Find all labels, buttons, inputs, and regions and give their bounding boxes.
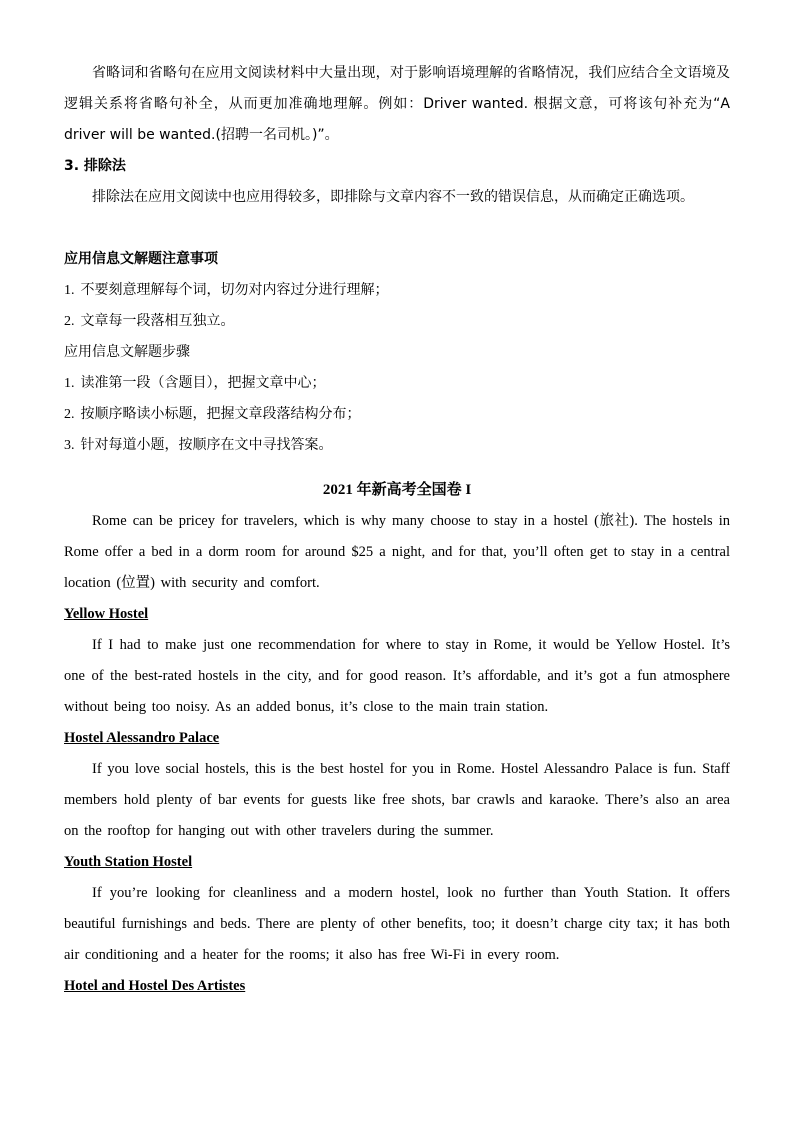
steps-item: 2. 按顺序略读小标题，把握文章段落结构分布； [64,406,361,422]
section-heading-yellow-hostel: Yellow Hostel [64,606,149,622]
notes-item: 2. 文章每一段落相互独立。 [64,313,235,329]
section-body-youth-station: If you’re looking for cleanliness and a modern hostel, look no further than Youth Station. It offers beautiful furnishings and beds. There are plenty of other benefits, too; it doesn’t charge city tax; it has both air conditioning and a heater for the rooms; it also has free Wi-Fi in every room. [64,885,730,963]
ellipsis-paragraph: 省略词和省略句在应用文阅读材料中大量出现，对于影响语境理解的省略情况，我们应结合全文语境及逻辑关系将省略句补全，从而更加准确地理解。例如：Driver wanted. 根据文意，可将该句补充为“A driver will be wanted.(招聘一名司机。)”。 [64,65,730,143]
steps-item: 1. 读准第一段（含题目），把握文章中心； [64,375,326,391]
section-heading-youth-station: Youth Station Hostel [64,854,193,870]
section-heading-des-artistes: Hotel and Hostel Des Artistes [64,978,246,994]
section-heading-alessandro-palace: Hostel Alessandro Palace [64,730,220,746]
spacer [64,461,730,475]
steps-item: 3. 针对每道小题，按顺序在文中寻找答案。 [64,437,333,453]
notes-heading: 应用信息文解题注意事项 [64,251,218,267]
method3-heading: 3. 排除法 [64,158,126,174]
section-body-alessandro-palace: If you love social hostels, this is the best hostel for you in Rome. Hostel Alessandro Palace is fun. Staff members hold plenty of bar events for guests like free shots, bar crawls and karaoke. There’s also an area on the rooftop for hanging out with other travelers during the summer. [64,761,730,839]
document-page [64,58,730,1002]
steps-heading: 应用信息文解题步骤 [64,344,190,360]
spacer [64,213,730,244]
passage-title: 2021 年新高考全国卷 I [322,482,472,498]
notes-item: 1. 不要刻意理解每个词，切勿对内容过分进行理解； [64,282,389,298]
passage-intro: Rome can be pricey for travelers, which is why many choose to stay in a hostel (旅社). The hostels in Rome offer a bed in a dorm room for around $25 a night, and for that, you’ll often get to stay in a central location (位置) with security and comfort. [64,513,730,591]
method3-paragraph: 排除法在应用文阅读中也应用得较多，即排除与文章内容不一致的错误信息，从而确定正确选项。 [92,189,694,205]
section-body-yellow-hostel: If I had to make just one recommendation for where to stay in Rome, it would be Yellow Hostel. It’s one of the best-rated hostels in the city, and for good reason. It’s affordable, and it’s got a fun atmosphere without being too noisy. As an added bonus, it’s close to the main train station. [64,637,730,715]
